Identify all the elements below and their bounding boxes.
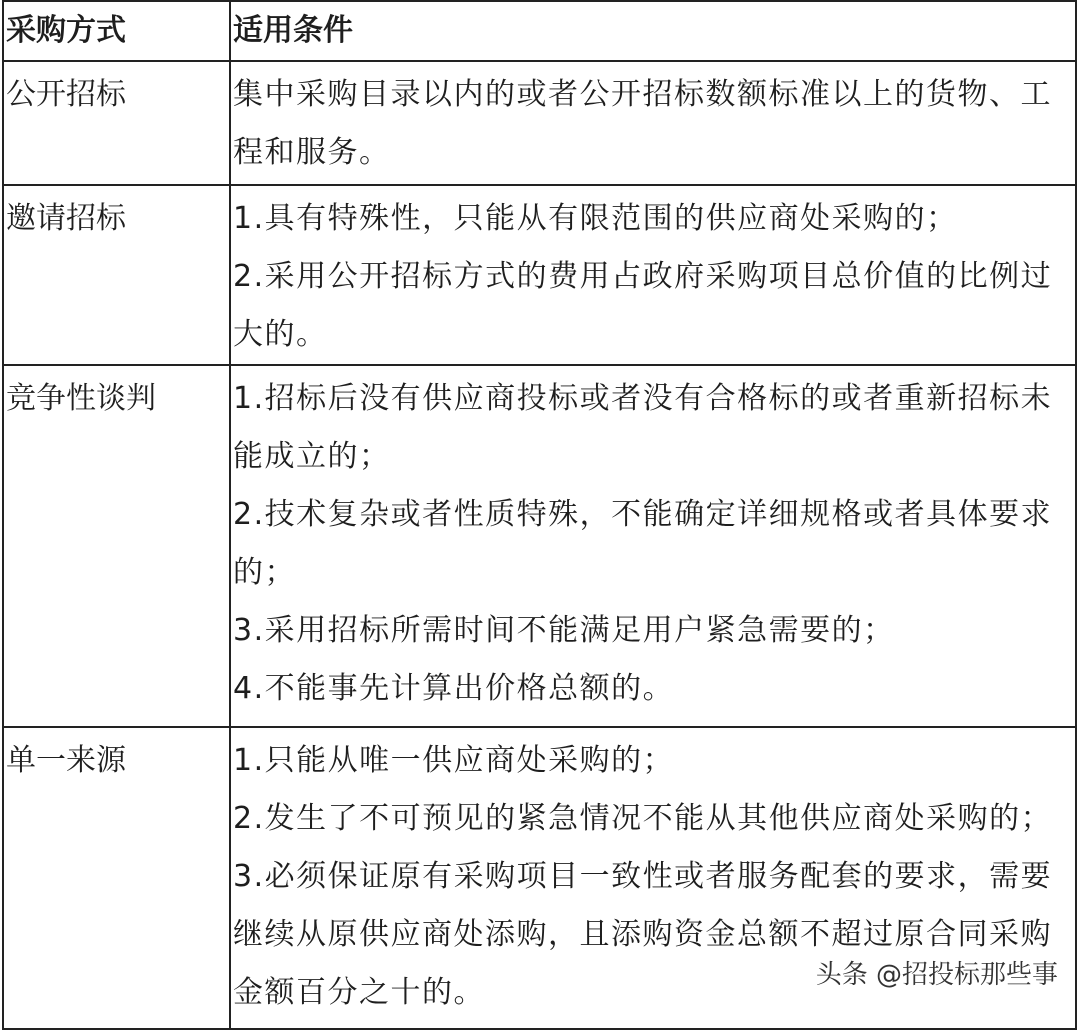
condition-text: 1.只能从唯一供应商处采购的； <box>233 743 675 778</box>
method-cell: 竞争性谈判 <box>3 365 230 727</box>
condition-text: 1.具有特殊性，只能从有限范围的供应商处采购的； <box>233 201 958 236</box>
conditions-cell <box>230 61 1076 185</box>
table-header-row <box>3 1 1076 61</box>
condition-text: 集中采购目录以内的或者公开招标数额标准以上的货物、工程和服务。 <box>233 77 1052 170</box>
method-cell: 邀请招标 <box>3 185 230 365</box>
header-method: 采购方式 <box>3 1 230 61</box>
conditions-cell <box>230 185 1076 365</box>
condition-text: 2.采用公开招标方式的费用占政府采购项目总价值的比例过大的。 <box>233 259 1053 352</box>
condition-text: 3.采用招标所需时间不能满足用户紧急需要的； <box>233 613 895 648</box>
method-cell: 单一来源 <box>3 727 230 1029</box>
method-cell: 公开招标 <box>3 61 230 185</box>
condition-text: 1.招标后没有供应商投标或者没有合格标的或者重新招标未能成立的； <box>233 381 1053 474</box>
condition-text: 3.必须保证原有采购项目一致性或者服务配套的要求，需要继续从原供应商处添购，且添购资金总额不超过原合同采购金额百分之十的。 <box>233 859 1053 1010</box>
watermark-label: 头条 @招投标那些事 <box>816 954 1058 991</box>
procurement-methods-table <box>2 0 1077 1030</box>
procurement-table-container <box>2 0 1075 1012</box>
header-conditions: 适用条件 <box>230 1 1076 61</box>
condition-text: 4.不能事先计算出价格总额的。 <box>233 671 675 706</box>
table-row <box>3 61 1076 185</box>
table-row <box>3 365 1076 727</box>
condition-text: 2.发生了不可预见的紧急情况不能从其他供应商处采购的； <box>233 801 1053 836</box>
table-row <box>3 185 1076 365</box>
conditions-cell <box>230 365 1076 727</box>
condition-text: 2.技术复杂或者性质特殊，不能确定详细规格或者具体要求的； <box>233 497 1053 590</box>
